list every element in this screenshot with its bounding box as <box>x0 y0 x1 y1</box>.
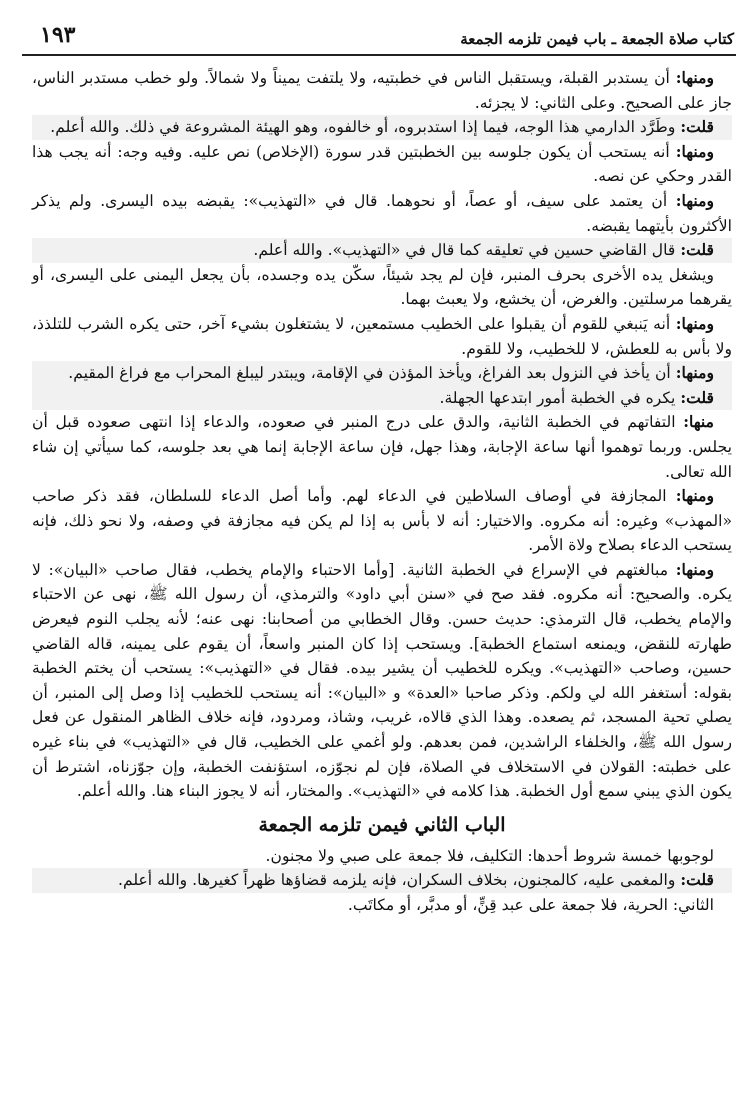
paragraph-15: الثاني: الحرية، فلا جمعة على عبد قِنٍّ، أو مدبَّر، أو مكاتَب. <box>347 896 714 914</box>
paragraph-6: ويشغل يده الأخرى بحرف المنبر، فإن لم يجد شيئاً، سكّن يده وجسده، بأن يجعل اليمنى على اليسرى، أو يقرهما مرسلتين. والغرض، أن يخشع، ولا يعبث بهما. <box>32 265 732 309</box>
page-body <box>32 66 732 1089</box>
chapter-title: الباب الثاني فيمن تلزمه الجمعة <box>258 813 506 836</box>
paragraph-3: ومنها: أنه يستحب أن يكون جلوسه بين الخطبتين قدر سورة (الإخلاص) نص عليه. وفيه وجه: أنه يجب هذا القدر وحكي عن نصه. <box>32 141 732 186</box>
paragraph-10: منها: التفاتهم في الخطبة الثانية، والدق على درج المنبر في صعوده، والدعاء إذا انتهى صعوده قبل أن يجلس. وربما توهموا أنها ساعة الإجابة، وهذا جهل، فإن ساعة الإجابة إنما هي بعد جلوسه، كما سيأتي إن شاء الله تعالى. <box>32 412 732 481</box>
paragraph-8: ومنها: أن يأخذ في النزول بعد الفراغ، ويأخذ المؤذن في الإقامة، ويبتدر ليبلغ المحراب مع فراغ المقيم. <box>32 361 732 386</box>
paragraph-14: قلت: والمغمى عليه، كالمجنون، بخلاف السكران، فإنه يلزمه قضاؤها ظهراً كغيرها. والله أعلم. <box>32 868 732 893</box>
running-title: كتاب صلاة الجمعة ـ باب فيمن تلزمه الجمعة <box>460 30 734 48</box>
paragraph-11: ومنها: المجازفة في أوصاف السلاطين في الدعاء لهم. وأما أصل الدعاء للسلطان، فقد ذكر صاحب «المهذب» وغيره: أنه مكروه. والاختيار: أنه لا بأس به إذا لم يكن فيه مجازفة في وصفه، ولا نحو ذلك، فإنه يستحب الدعاء بصلاح ولاة الأمر. <box>32 486 732 555</box>
paragraph-5: قلت: قال القاضي حسين في تعليقه كما قال في «التهذيب». والله أعلم. <box>32 238 732 263</box>
paragraph-2: قلت: وطَرَّد الدارمي هذا الوجه، فيما إذا استدبروه، أو خالفوه، وهو الهيئة المشروعة في ذلك. والله أعلم. <box>32 115 732 140</box>
paragraph-12: ومنها: مبالغتهم في الإسراع في الخطبة الثانية. [وأما الاحتباء والإمام يخطب، فقال صاحب «البيان»: لا يكره. والصحيح: أنه مكروه. فقد صح في «سنن أبي داود» والترمذي، أن رسول الله ﷺ، نهى عن الاحتباء والإمام يخطب، قال الترمذي: حديث حسن. وقال الخطابي من أصحابنا: نهى عنه؛ لأنه يجلب النوم فيعرض طهارته للنقض، ويمنعه استماع الخطبة]. ويستحب إذا كان المنبر واسعاً، أن يقوم على يمينه، قاله القاضي حسين، وصاحب «التهذيب». ويكره للخطيب أن يشير بيده. فقال في «التهذيب»: يستحب أن يختم الخطبة بقوله: أستغفر الله لي ولكم. وذكر صاحبا «العدة» و «البيان»: أنه يستحب للخطيب إذا وصل إلى المنبر، أن يصلي تحية المسجد، ثم يصعده. وهذا الذي قالاه، غريب، وشاذ، ومردود، فإنه خلاف الظاهر المنقول عن فعل رسول الله ﷺ، والخلفاء الراشدين، فمن بعدهم. ولو أغمي على الخطيب، قال في «التهذيب» في بناء غيره على خطبته: القولان في الاستخلاف في الصلاة، فإن لم نجوّزه، استؤنفت الخطبة، وإن جوّزناه، اشترط أن يكون الذي يبني سمع أول الخطبة. هذا كلامه في «التهذيب». والمختار، أنه لا يجوز البناء هنا. والله أعلم. <box>32 559 732 801</box>
paragraph-13: لوجوبها خمسة شروط أحدها: التكليف، فلا جمعة على صبي ولا مجنون. <box>265 846 714 865</box>
header-rule <box>22 54 736 56</box>
paragraph-9: قلت: يكره في الخطبة أمور ابتدعها الجهلة. <box>32 386 732 411</box>
paragraph-7: ومنها: أنه يَنبغي للقوم أن يقبلوا على الخطيب مستمعين، لا يشتغلون بشيء آخر، حتى يكره الشرب للتلذذ، ولا بأس به للعطش، لا للخطيب، ولا للقوم. <box>32 313 732 358</box>
paragraph-4: ومنها: أن يعتمد على سيف، أو عصاً، أو نحوهما. قال في «التهذيب»: يقبضه بيده اليسرى. ولم يذكر الأكثرون بأيتهما يقبضه. <box>32 190 732 235</box>
page-header <box>40 22 734 48</box>
page-number: ١٩٣ <box>40 22 76 48</box>
paragraph-1: ومنها: أن يستدبر القبلة، ويستقبل الناس في خطبتيه، ولا يلتفت يميناً ولا شمالاً. ولو خطب مستدبر الناس، جاز على الصحيح. وعلى الثاني: لا يجزئه. <box>32 68 732 112</box>
